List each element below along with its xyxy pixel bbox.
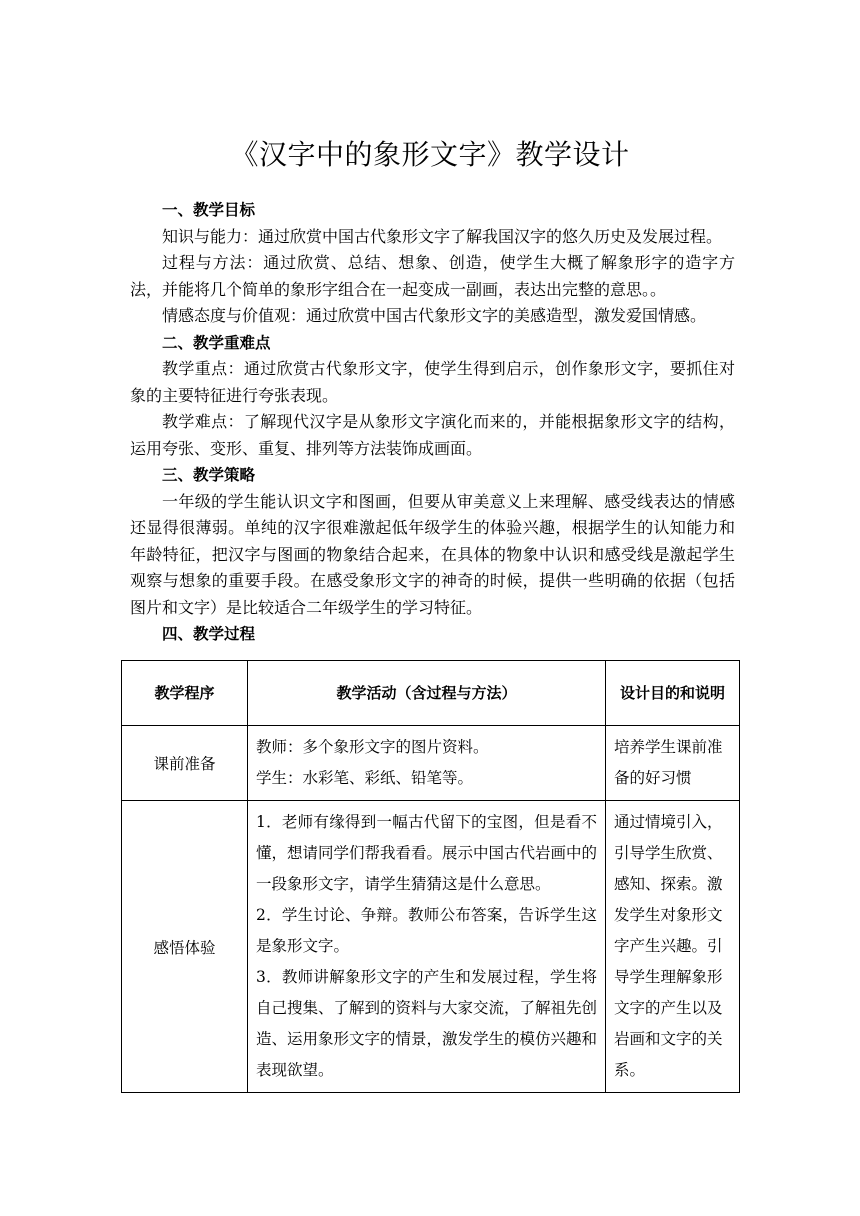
key-point: 教学重点：通过欣赏古代象形文字，使学生得到启示，创作象形文字，要抓住对象的主要特征进行夸张表现。: [130, 359, 735, 405]
row-purpose: 培养学生课前准备的好习惯: [606, 726, 740, 801]
difficult-point: 教学难点：了解现代汉字是从象形文字演化而来的，并能根据象形文字的结构，运用夸张、变形、重复、排列等方法装饰成画面。: [130, 412, 735, 458]
table-header-row: [122, 661, 740, 726]
activity-line: 2．学生讨论、争辩。教师公布答案，告诉学生这是象形文字。: [256, 906, 597, 955]
section-heading-objectives: 一、教学目标: [162, 201, 256, 219]
activity-line: 学生：水彩笔、彩纸、铅笔等。: [256, 769, 474, 787]
row-step: 感悟体验: [122, 801, 248, 1093]
objective-knowledge: 知识与能力：通过欣赏中国古代象形文字了解我国汉字的悠久历史及发展过程。: [162, 226, 723, 246]
document-title: 《汉字中的象形文字》教学设计: [230, 138, 630, 171]
activity-line: 1．老师有缘得到一幅古代留下的宝图，但是看不懂，想请同学们帮我看看。展示中国古代岩画中的一段象形文字，请学生猜猜这是什么意思。: [256, 813, 598, 893]
section-heading-process: 四、教学过程: [162, 625, 256, 643]
row-purpose: 通过情境引入，引导学生欣赏、感知、探索。激发学生对象形文字产生兴趣。引导学生理解象形文字的产生以及岩画和文字的关系。: [606, 801, 740, 1093]
row-activity: [248, 726, 606, 801]
objective-emotion: 情感态度与价值观：通过欣赏中国古代象形文字的美感造型，激发爱国情感。: [162, 306, 707, 325]
header-step: 教学程序: [122, 661, 248, 726]
objective-process: 过程与方法：通过欣赏、总结、想象、创造，使学生大概了解象形字的造字方法，并能将几个简单的象形字组合在一起变成一副画，表达出完整的意思。。: [130, 253, 735, 299]
header-purpose: 设计目的和说明: [606, 661, 740, 726]
row-activity: [248, 801, 606, 1093]
table-row: [122, 801, 740, 1093]
teaching-process-table: [121, 660, 740, 1093]
row-step: 课前准备: [122, 726, 248, 801]
table-row: [122, 726, 740, 801]
section-heading-strategy: 三、教学策略: [162, 466, 256, 484]
activity-line: 教师：多个象形文字的图片资料。: [256, 738, 489, 756]
strategy-paragraph: 一年级的学生能认识文字和图画，但要从审美意义上来理解、感受线表达的情感还显得很薄弱。单纯的汉字很难激起低年级学生的体验兴趣，根据学生的认知能力和年龄特征，把汉字与图画的物象结合起来，在具体的物象中认识和感受线是激起学生观察与想象的重要手段。在感受象形文字的神奇的时候，提供一些明确的依据（包括图片和文字）是比较适合二年级学生的学习特征。: [130, 491, 735, 617]
header-activity: 教学活动（含过程与方法）: [248, 661, 606, 726]
document-body: [130, 197, 735, 648]
section-heading-key-points: 二、教学重难点: [162, 333, 271, 352]
activity-line: 3．教师讲解象形文字的产生和发展过程，学生将自己搜集、了解到的资料与大家交流，了解祖先创造、运用象形文字的情景，激发学生的模仿兴趣和表现欲望。: [256, 968, 598, 1079]
